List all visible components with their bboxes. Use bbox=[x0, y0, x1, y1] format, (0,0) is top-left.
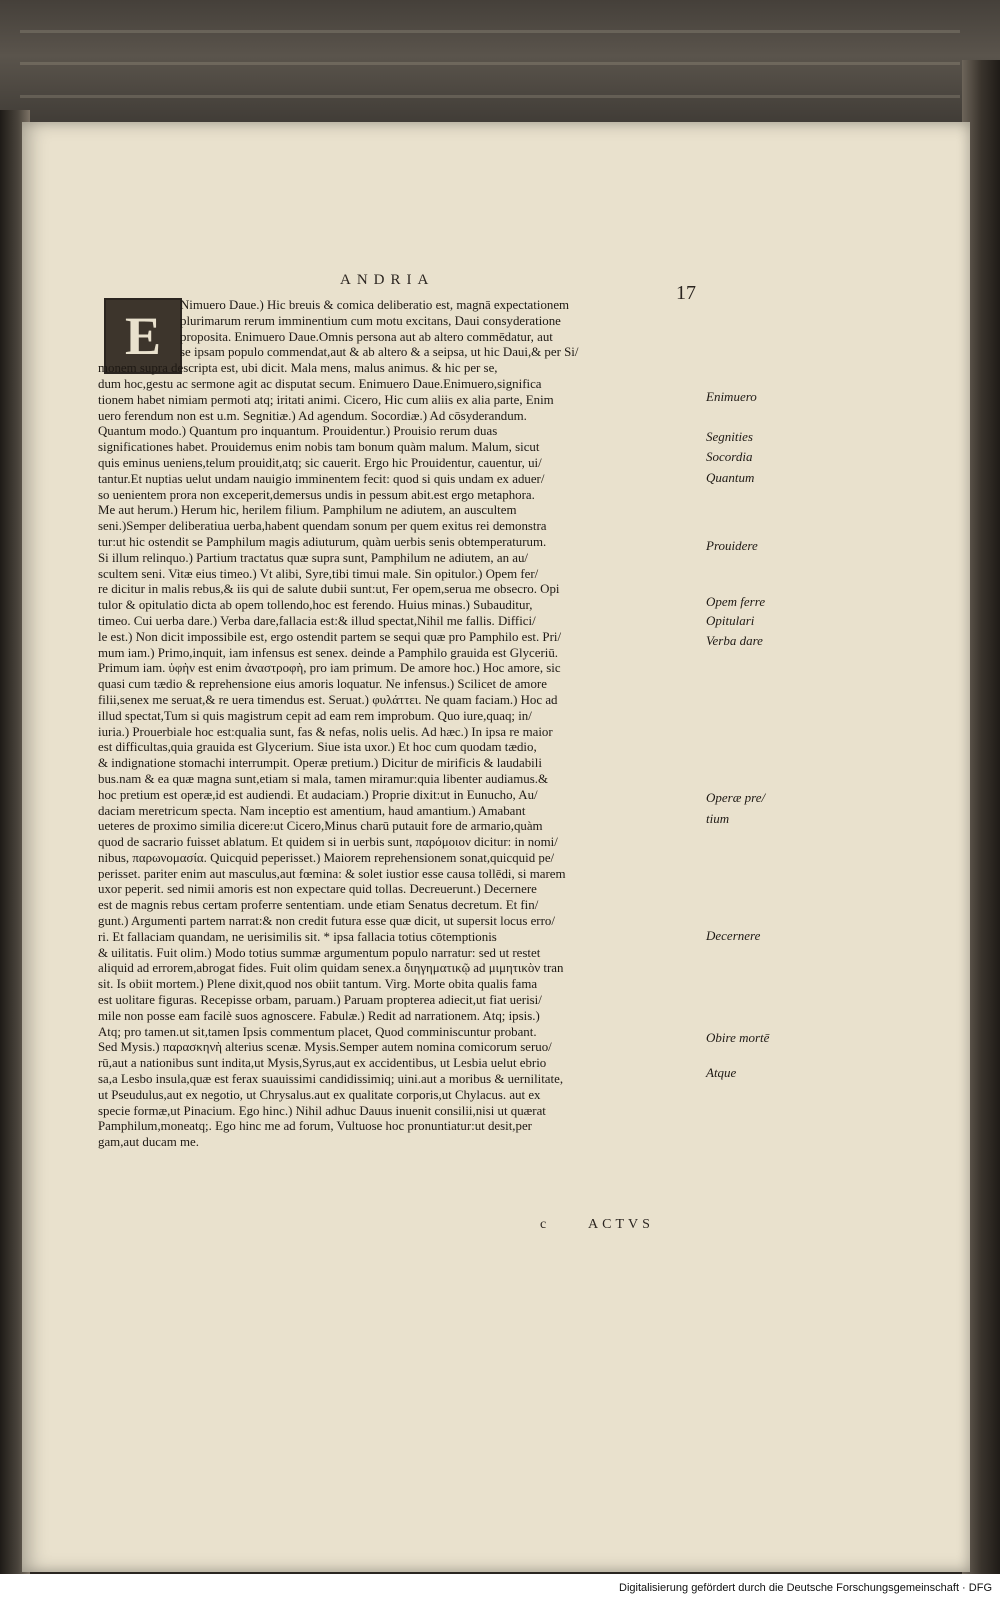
text-line: tionem habet nimiam permoti atq; iritati animi. Cicero, Hic cum aliis ex alia parte, Enim bbox=[98, 392, 554, 407]
text-line: ri. Et fallaciam quandam, ne uerisimilis sit. * ipsa fallacia totius cōtemptionis bbox=[98, 929, 497, 944]
page-edge-stripe bbox=[20, 95, 960, 98]
margin-note: Socordia bbox=[706, 449, 753, 464]
text-line: mile non posse eam facilè suos agnoscere. Fabulæ.) Redit ad narrationem. Atq; ipsis.) bbox=[98, 1008, 540, 1023]
text-line: tur:ut hic ostendit se Pamphilum magis adiuturum, quàm uerbis senis obtemperaturum. bbox=[98, 534, 547, 549]
text-line: uero ferendum non est u.m. Segnitiæ.) Ad agendum. Socordiæ.) Ad cōsyderandum. bbox=[98, 408, 527, 423]
margin-note: Segnities bbox=[706, 429, 753, 444]
text-line: quasi cum tædio & reprehensione eius amoris loquatur. Ne infensus.) Scilicet de amore bbox=[98, 677, 547, 692]
page-edge-stripe bbox=[20, 30, 960, 33]
text-line: Primum iam. ὑφὴν est enim ἀναστροφὴ, pro iam primum. De amore hoc.) Hoc amore, sic bbox=[98, 661, 561, 676]
margin-note: Prouidere bbox=[706, 538, 758, 553]
margin-note: Enimuero bbox=[706, 389, 757, 404]
text-line: Si illum relinquo.) Partium tractatus quæ supra sunt, Pamphilum ne adiutem, an au/ bbox=[98, 550, 528, 565]
text-line: significationes habet. Prouidemus enim nobis tam bonum quàm malum. Malum, sicut bbox=[98, 440, 540, 455]
margin-note: Obire mortē bbox=[706, 1030, 770, 1045]
digitization-credit: Digitalisierung gefördert durch die Deutsche Forschungsgemeinschaft · DFG bbox=[619, 1582, 992, 1594]
text-line: se ipsam populo commendat,aut & ab altero & a seipsa, ut hic Daui,& per Si/ bbox=[180, 345, 579, 360]
text-line: specie formæ,ut Pinacium. Ego hinc.) Nihil adhuc Dauus inuenit consilii,nisi ut quærat bbox=[98, 1103, 546, 1118]
page-edge-stripe bbox=[20, 62, 960, 65]
text-line: aliquid ad errorem,abrogat fides. Fuit olim quidam senex.a διηγηματικῷ ad μιμητικὸν tran bbox=[98, 961, 564, 976]
page-number: 17 bbox=[676, 282, 696, 304]
margin-note: Opem ferre bbox=[706, 594, 766, 609]
book-top-edge bbox=[0, 0, 1000, 140]
text-line: & uilitatis. Fuit olim.) Modo totius summæ argumentum populo narratur: sed ut restet bbox=[98, 945, 541, 960]
running-head: ANDRIA bbox=[340, 272, 435, 288]
text-line: quod de sacrario fuisset ablatum. Et quidem si in uerbis sunt, παρόμοιον dicitur: in nomi/ bbox=[98, 835, 558, 850]
text-line: ueteres de proximo similia dicere:ut Cicero,Minus charū putauit fore de armario,quàm bbox=[98, 819, 543, 834]
text-line: Quantum modo.) Quantum pro inquantum. Prouidentur.) Prouisio rerum duas bbox=[98, 424, 498, 439]
text-line: sa,a Lesbo insula,quæ est ferax suauissimi candidissimiq; uini.aut a moribus & uernilitate, bbox=[98, 1072, 564, 1087]
text-line: est uolitare figuras. Recepisse orbam, paruam.) Paruam propterea adiecit,ut fiat uerisi/ bbox=[98, 993, 542, 1008]
text-line: perisset. pariter enim aut masculus,aut fœmina: & solet iustior esse causa tollēdi, si marem bbox=[98, 866, 566, 881]
text-line: gunt.) Argumenti partem narrat:& non credit futura esse quæ dicit, ut supersit locus erro/ bbox=[98, 914, 555, 929]
margin-note: Decernere bbox=[706, 928, 761, 943]
text-line: Me aut herum.) Herum hic, herilem filium. Pamphilum ne adiutem, an auscultem bbox=[98, 503, 517, 518]
margin-note: Quantum bbox=[706, 470, 755, 485]
text-line: Pamphilum,moneatq;. Ego hinc me ad forum, Vultuose hoc pronuntiatur:ut desit,per bbox=[98, 1119, 532, 1134]
text-line: seni.)Semper deliberatiua uerba,habent quendam sonum per quem exitus rei demonstra bbox=[98, 519, 547, 534]
text-line: monem supra descripta est, ubi dicit. Mala mens, malus animus. & hic per se, bbox=[98, 361, 498, 376]
text-line: filii,senex me seruat,& re uera timendus est. Seruat.) φυλάττει. Ne quam faciam.) Hoc ad bbox=[98, 692, 558, 707]
text-line: tantur.Et nuptias uelut undam nauigio imminentem fecit: quod si quis undam ex aduer/ bbox=[98, 471, 545, 486]
text-line: dum hoc,gestu ac sermone agit ac disputat secum. Enimuero Daue.Enimuero,significa bbox=[98, 376, 542, 391]
commentary-text bbox=[98, 298, 700, 1151]
text-line: scultem seni. Vitæ eius timeo.) Vt alibi, Syre,tibi timui male. Sin opitulor.) Opem fer/ bbox=[98, 566, 539, 581]
initial-letter: E bbox=[124, 306, 162, 366]
text-line: Atq; pro tamen.ut sit,tamen Ipsis commentum placet, Quod comminiscuntur probant. bbox=[98, 1024, 537, 1039]
text-line: illud spectat,Tum si quis magistrum cepit ad eam rem improbum. Quo iure,quaq; in/ bbox=[98, 708, 532, 723]
text-line: bus.nam & ea quæ magna sunt,etiam si mala, tamen miramur:quia libenter audiamus.& bbox=[98, 771, 548, 786]
margin-note: Opitulari bbox=[706, 613, 755, 628]
text-line: tulor & opitulatio dicta ab opem tollendo,hoc est ferendo. Huius minas.) Subauditur, bbox=[98, 598, 533, 613]
text-line: plurimarum rerum imminentium cum motu excitans, Daui consyderatione bbox=[180, 313, 561, 328]
text-line: rū,aut a nationibus sunt indita,ut Mysis,Syrus,aut ex accidentibus, ut Lesbia uelut ebrio bbox=[98, 1056, 547, 1071]
text-line: iuria.) Prouerbiale hoc est:qualia sunt, fas & nefas, nolis uelis. Ad hæc.) In ipsa re maior bbox=[98, 724, 553, 739]
text-line: sit. Is obiit mortem.) Plene dixit,quod nos obiit tantum. Virg. Morte obita qualis fama bbox=[98, 977, 538, 992]
text-line: timeo. Cui uerba dare.) Verba dare,fallacia est:& illud spectat,Nihil me fallis. Diffici/ bbox=[98, 613, 536, 628]
text-line: Nimuero Daue.) Hic breuis & comica deliberatio est, magnā expectationem bbox=[180, 298, 570, 312]
text-line: uxor peperit. sed nimii amoris est non expectare quid tollas. Decreuerunt.) Decernere bbox=[98, 882, 537, 897]
text-line: proposita. Enimuero Daue.Omnis persona aut ab altero commēdatur, aut bbox=[180, 329, 553, 344]
text-line: ut Pseudulus,aut ex negotio, ut Chrysalus.aut ex qualitate corporis,ut Chylacus. aut ex bbox=[98, 1087, 541, 1102]
text-line: Sed Mysis.) παρασκηνὴ alterius scenæ. Mysis.Semper autem nomina comicorum seruo/ bbox=[98, 1040, 552, 1055]
text-line: le est.) Non dicit impossibile est, ergo ostendit partem se sequi quæ pro Pamphilo est. Pri/ bbox=[98, 629, 562, 644]
margin-note: tium bbox=[706, 811, 730, 826]
text-line: daciam meretricum specta. Nam inceptio est amentium, haud amantium.) Amabant bbox=[98, 803, 526, 818]
signature-mark: c bbox=[540, 1217, 551, 1232]
margin-note: Verba dare bbox=[706, 633, 763, 648]
text-line: nibus, παρωνομασία. Quicquid peperisset.) Maiorem reprehensionem sonat,quicquid pe/ bbox=[98, 850, 555, 865]
catchword: ACTVS bbox=[588, 1217, 654, 1232]
margin-note: Atque bbox=[706, 1065, 737, 1080]
text-line: hoc pretium est operæ,id est audiendi. Et audaciam.) Proprie dixit:ut in Eunucho, Au/ bbox=[98, 787, 538, 802]
text-line: gam,aut ducam me. bbox=[98, 1135, 199, 1150]
text-line: mum iam.) Primo,inquit, iam infensus est senex. deinde a Pamphilo grauida est Glyceriū. bbox=[98, 645, 559, 660]
text-line: re dicitur in malis rebus,& iis qui de salute dubii sunt:ut, Fer opem,serua me obsecro. Opi bbox=[98, 582, 560, 597]
text-line: & indignatione stomachi interrumpit. Operæ pretium.) Dicitur de mirificis & laudabili bbox=[98, 756, 542, 771]
text-line: est difficultas,quia grauida est Glycerium. Siue ista uxor.) Et hoc cum quodam tædio, bbox=[98, 740, 537, 755]
text-line: quis eminus ueniens,telum prouidit,atq; sic cauerit. Ergo hic Prouidentur, cauentur, ui/ bbox=[98, 455, 542, 470]
text-line: est de magnis rebus certam proferre sententiam. unde etiam Senatus decretum. Et fin/ bbox=[98, 898, 539, 913]
margin-note: Operæ pre/ bbox=[706, 790, 766, 805]
text-line: so uenientem prora non exceperit,demersus undis in pessum abit.est ergo metaphora. bbox=[98, 487, 535, 502]
